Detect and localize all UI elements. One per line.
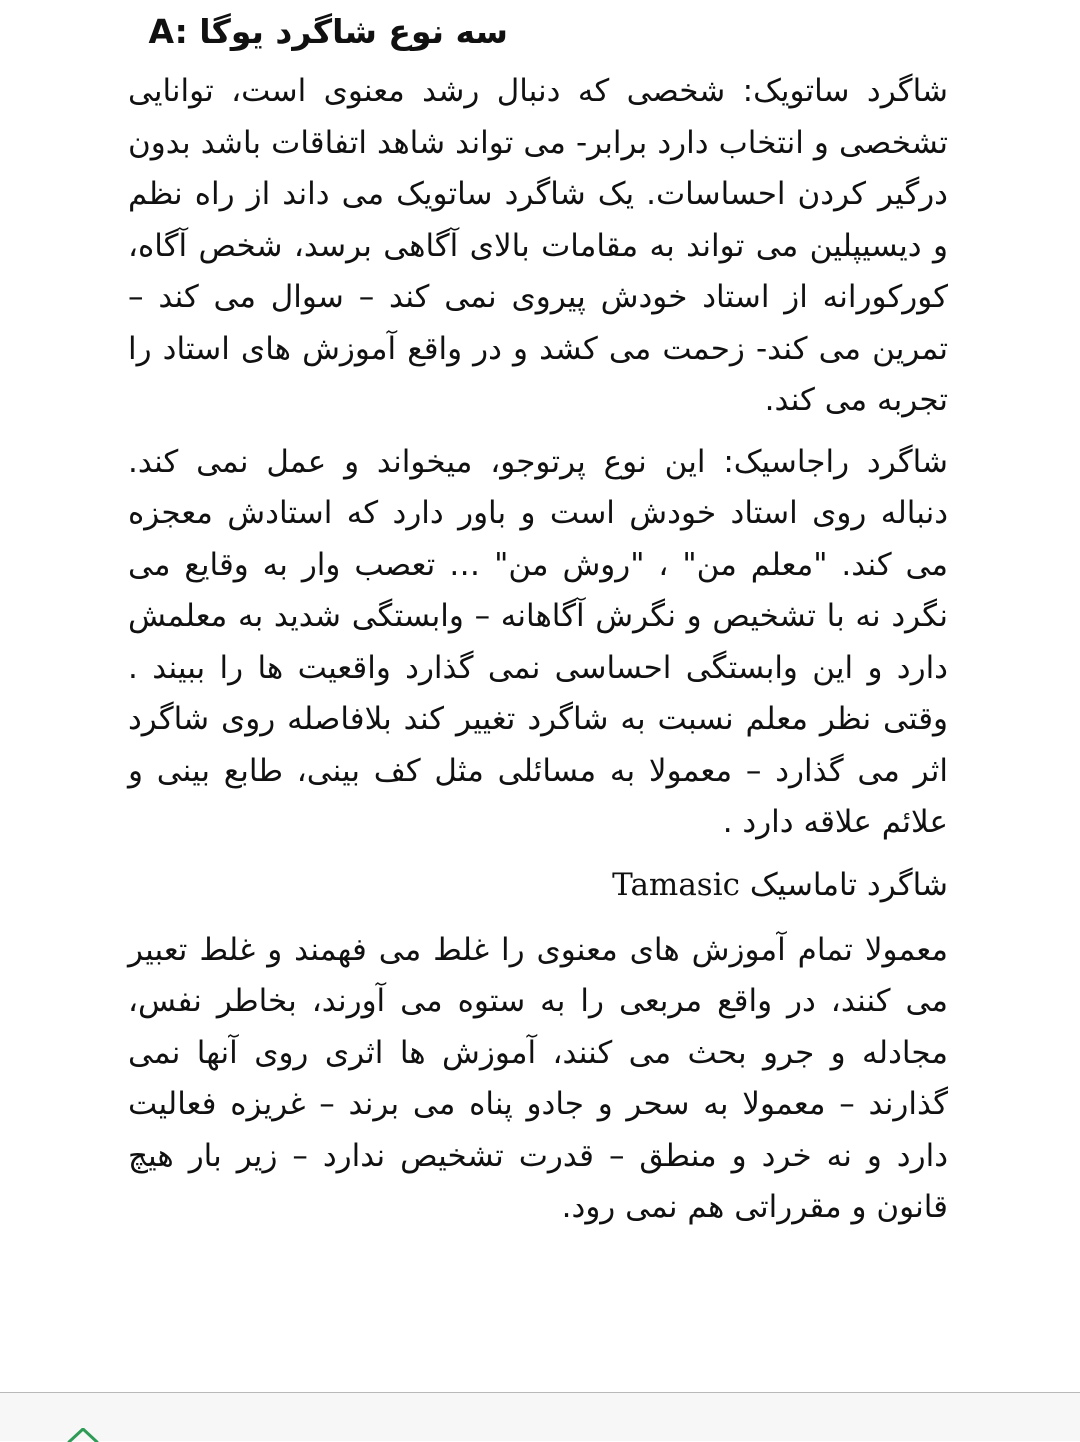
paragraph-rajasic: شاگرد راجاسیک: این نوع پرتوجو، میخواند و عمل نمی کند. دنباله روی استاد خودش است و باور دارد که استادش معجزه می کند. "معلم من" ، "روش من" … تعصب وار به وقایع می نگرد نه با تشخیص و نگرش آگاهانه – وابستگی شدید به معلمش دارد و این وابستگی احساسی نمی گذارد واقعیت ها را ببیند . وقتی نظر معلم نسبت به شاگرد تغییر کند بلافاصله روی شاگرد اثر می گذارد – معمولا به مسائلی مثل کف بینی، طابع بینی و علائم علاقه دارد . <box>128 443 948 840</box>
arrow-outline <box>69 1429 97 1442</box>
document-title: A: سه نوع شاگرد یوگا <box>148 12 508 51</box>
paragraph-tamasic: معمولا تمام آموزش های معنوی را غلط می فهمند و غلط تعبیر می کنند، در واقع مربعی را به ستوه می آورند، بخاطر نفس، مجادله و جرو بحث می کنند، آموزش ها اثری روی آنها نمی گذارند – معمولا به سحر و جادو پناه می برند – غریزه فعالیت دارد و نه خرد و منطق – قدرت تشخیص ندارد – زیر بار هیچ قانون و مقرراتی هم نمی رود. <box>128 931 948 1225</box>
document-body <box>128 6 948 1244</box>
subheading-tamasic-fa: شاگرد تاماسیک <box>749 866 948 903</box>
subheading-tamasic <box>128 859 948 911</box>
paragraph-sattvic: شاگرد ساتویک: شخصی که دنبال رشد معنوی است، توانایی تشخصی و انتخاب دارد برابر- می تواند شاهد اتفاقات باشد بدون درگیر کردن احساسات. یک شاگرد ساتویک می داند از راه نظم و دیسیپلین می تواند به مقامات بالای آگاهی برسد، شخص آگاه، کورکورانه از استاد خودش پیروی نمی کند – سوال می کند – تمرین می کند- زحمت می کشد و در واقع آموزش های استاد را تجربه می کند. <box>128 73 948 418</box>
subheading-tamasic-en: Tamasic <box>612 866 740 903</box>
bottom-toolbar <box>0 1392 1080 1441</box>
